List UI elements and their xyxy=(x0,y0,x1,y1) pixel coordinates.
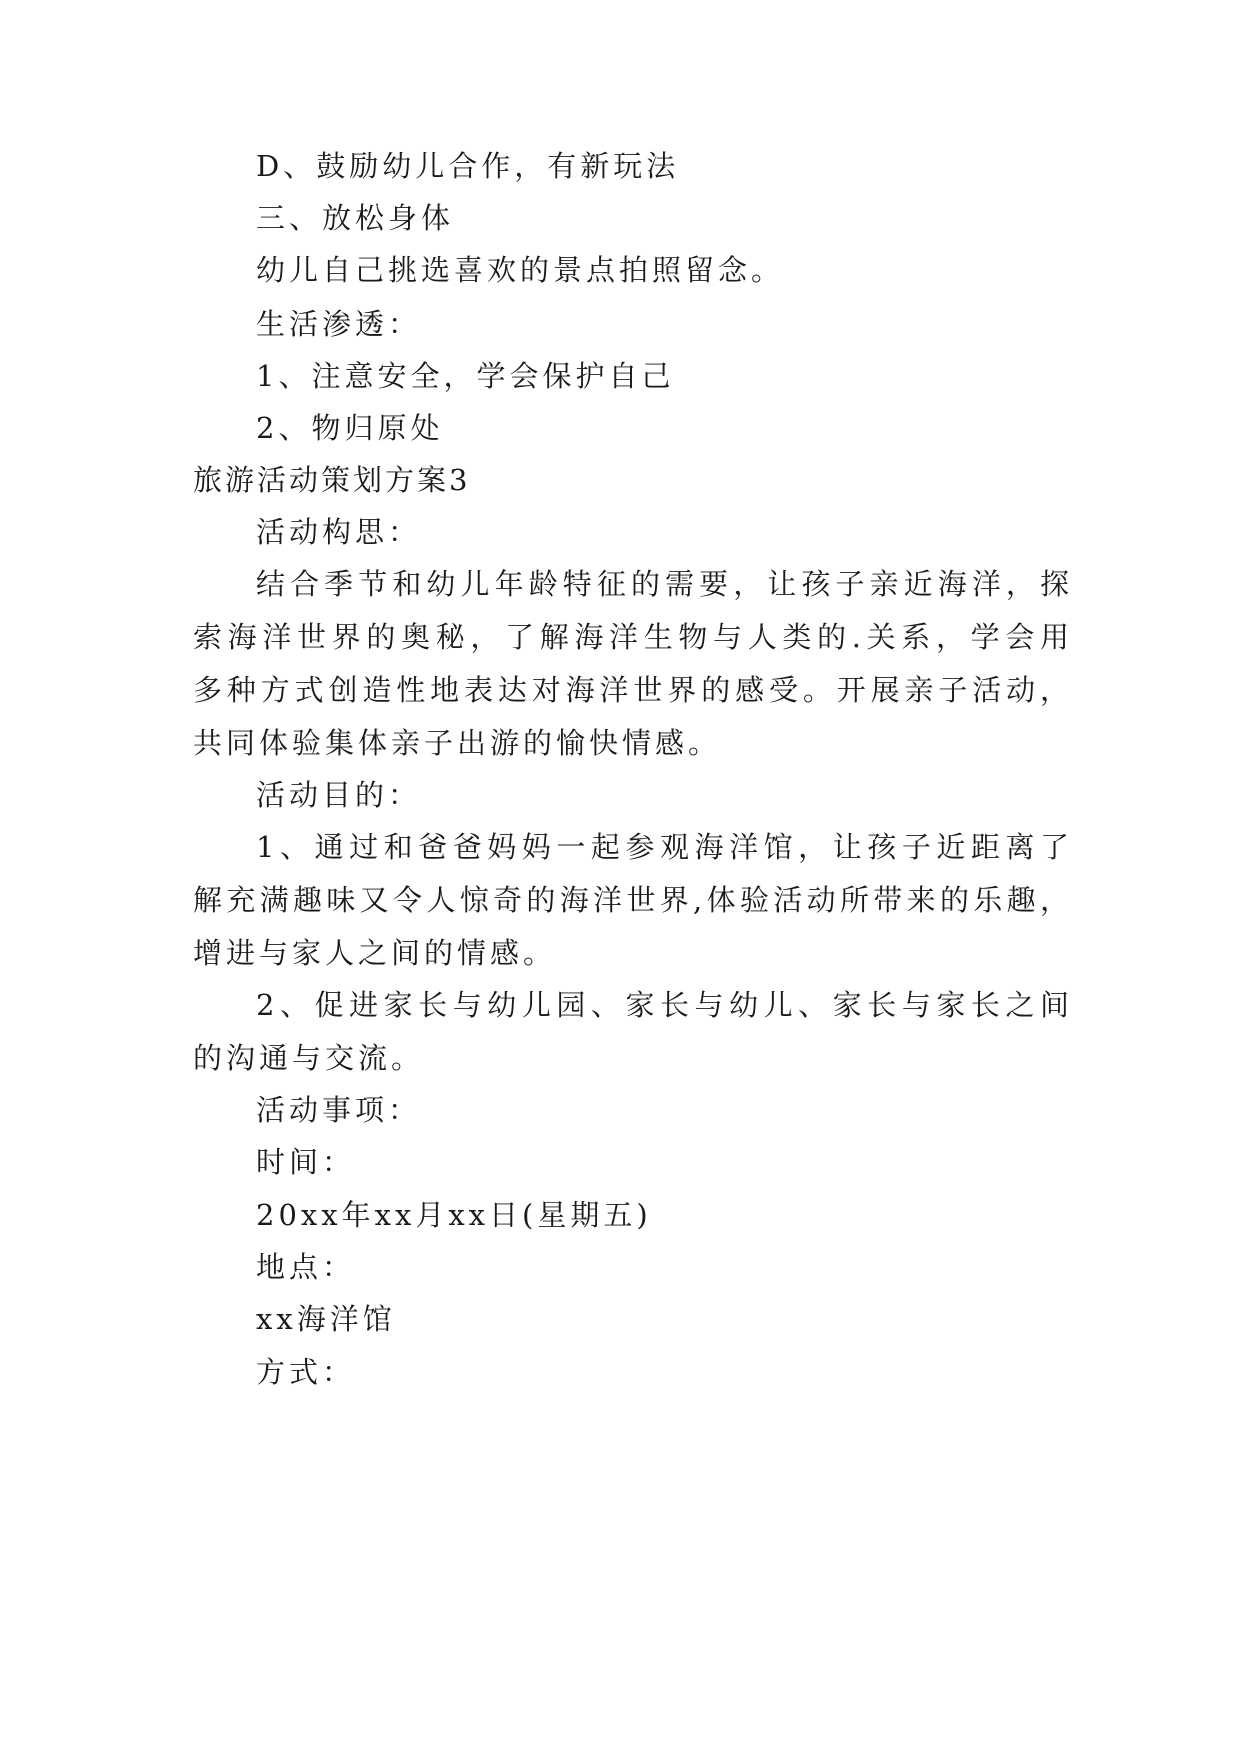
text-line: 1、注意安全，学会保护自己 xyxy=(256,359,675,393)
text-line: 三、放松身体 xyxy=(256,201,455,235)
place-value: xx海洋馆 xyxy=(256,1302,396,1336)
text-line: 生活渗透： xyxy=(256,307,422,341)
method-label: 方式： xyxy=(256,1355,356,1389)
paragraph-line: 多种方式创造性地表达对海洋世界的感受。开展亲子活动， xyxy=(193,673,1073,707)
concept-label: 活动构思： xyxy=(256,515,422,549)
time-value: 20xx年xx月xx日(星期五) xyxy=(256,1198,652,1232)
text-line: D、鼓励幼儿合作，有新玩法 xyxy=(256,149,680,183)
paragraph-line: 1、通过和爸爸妈妈一起参观海洋馆，让孩子近距离了 xyxy=(256,830,1073,864)
items-label: 活动事项： xyxy=(256,1093,422,1127)
text-line: 幼儿自己挑选喜欢的景点拍照留念。 xyxy=(256,253,785,287)
paragraph-line: 共同体验集体亲子出游的愉快情感。 xyxy=(193,726,722,760)
paragraph-line: 索海洋世界的奥秘，了解海洋生物与人类的.关系，学会用 xyxy=(193,620,1073,654)
paragraph-line: 2、促进家长与幼儿园、家长与幼儿、家长与家长之间 xyxy=(256,988,1073,1022)
time-label: 时间： xyxy=(256,1145,356,1179)
section-title: 旅游活动策划方案3 xyxy=(193,463,471,497)
paragraph-line: 的沟通与交流。 xyxy=(193,1041,425,1075)
paragraph-line: 结合季节和幼儿年龄特征的需要，让孩子亲近海洋，探 xyxy=(256,567,1073,601)
place-label: 地点： xyxy=(256,1250,356,1284)
paragraph-line: 增进与家人之间的情感。 xyxy=(193,936,557,970)
paragraph-line: 解充满趣味又令人惊奇的海洋世界,体验活动所带来的乐趣， xyxy=(193,883,1073,917)
text-line: 2、物归原处 xyxy=(256,411,444,445)
goal-label: 活动目的： xyxy=(256,778,422,812)
